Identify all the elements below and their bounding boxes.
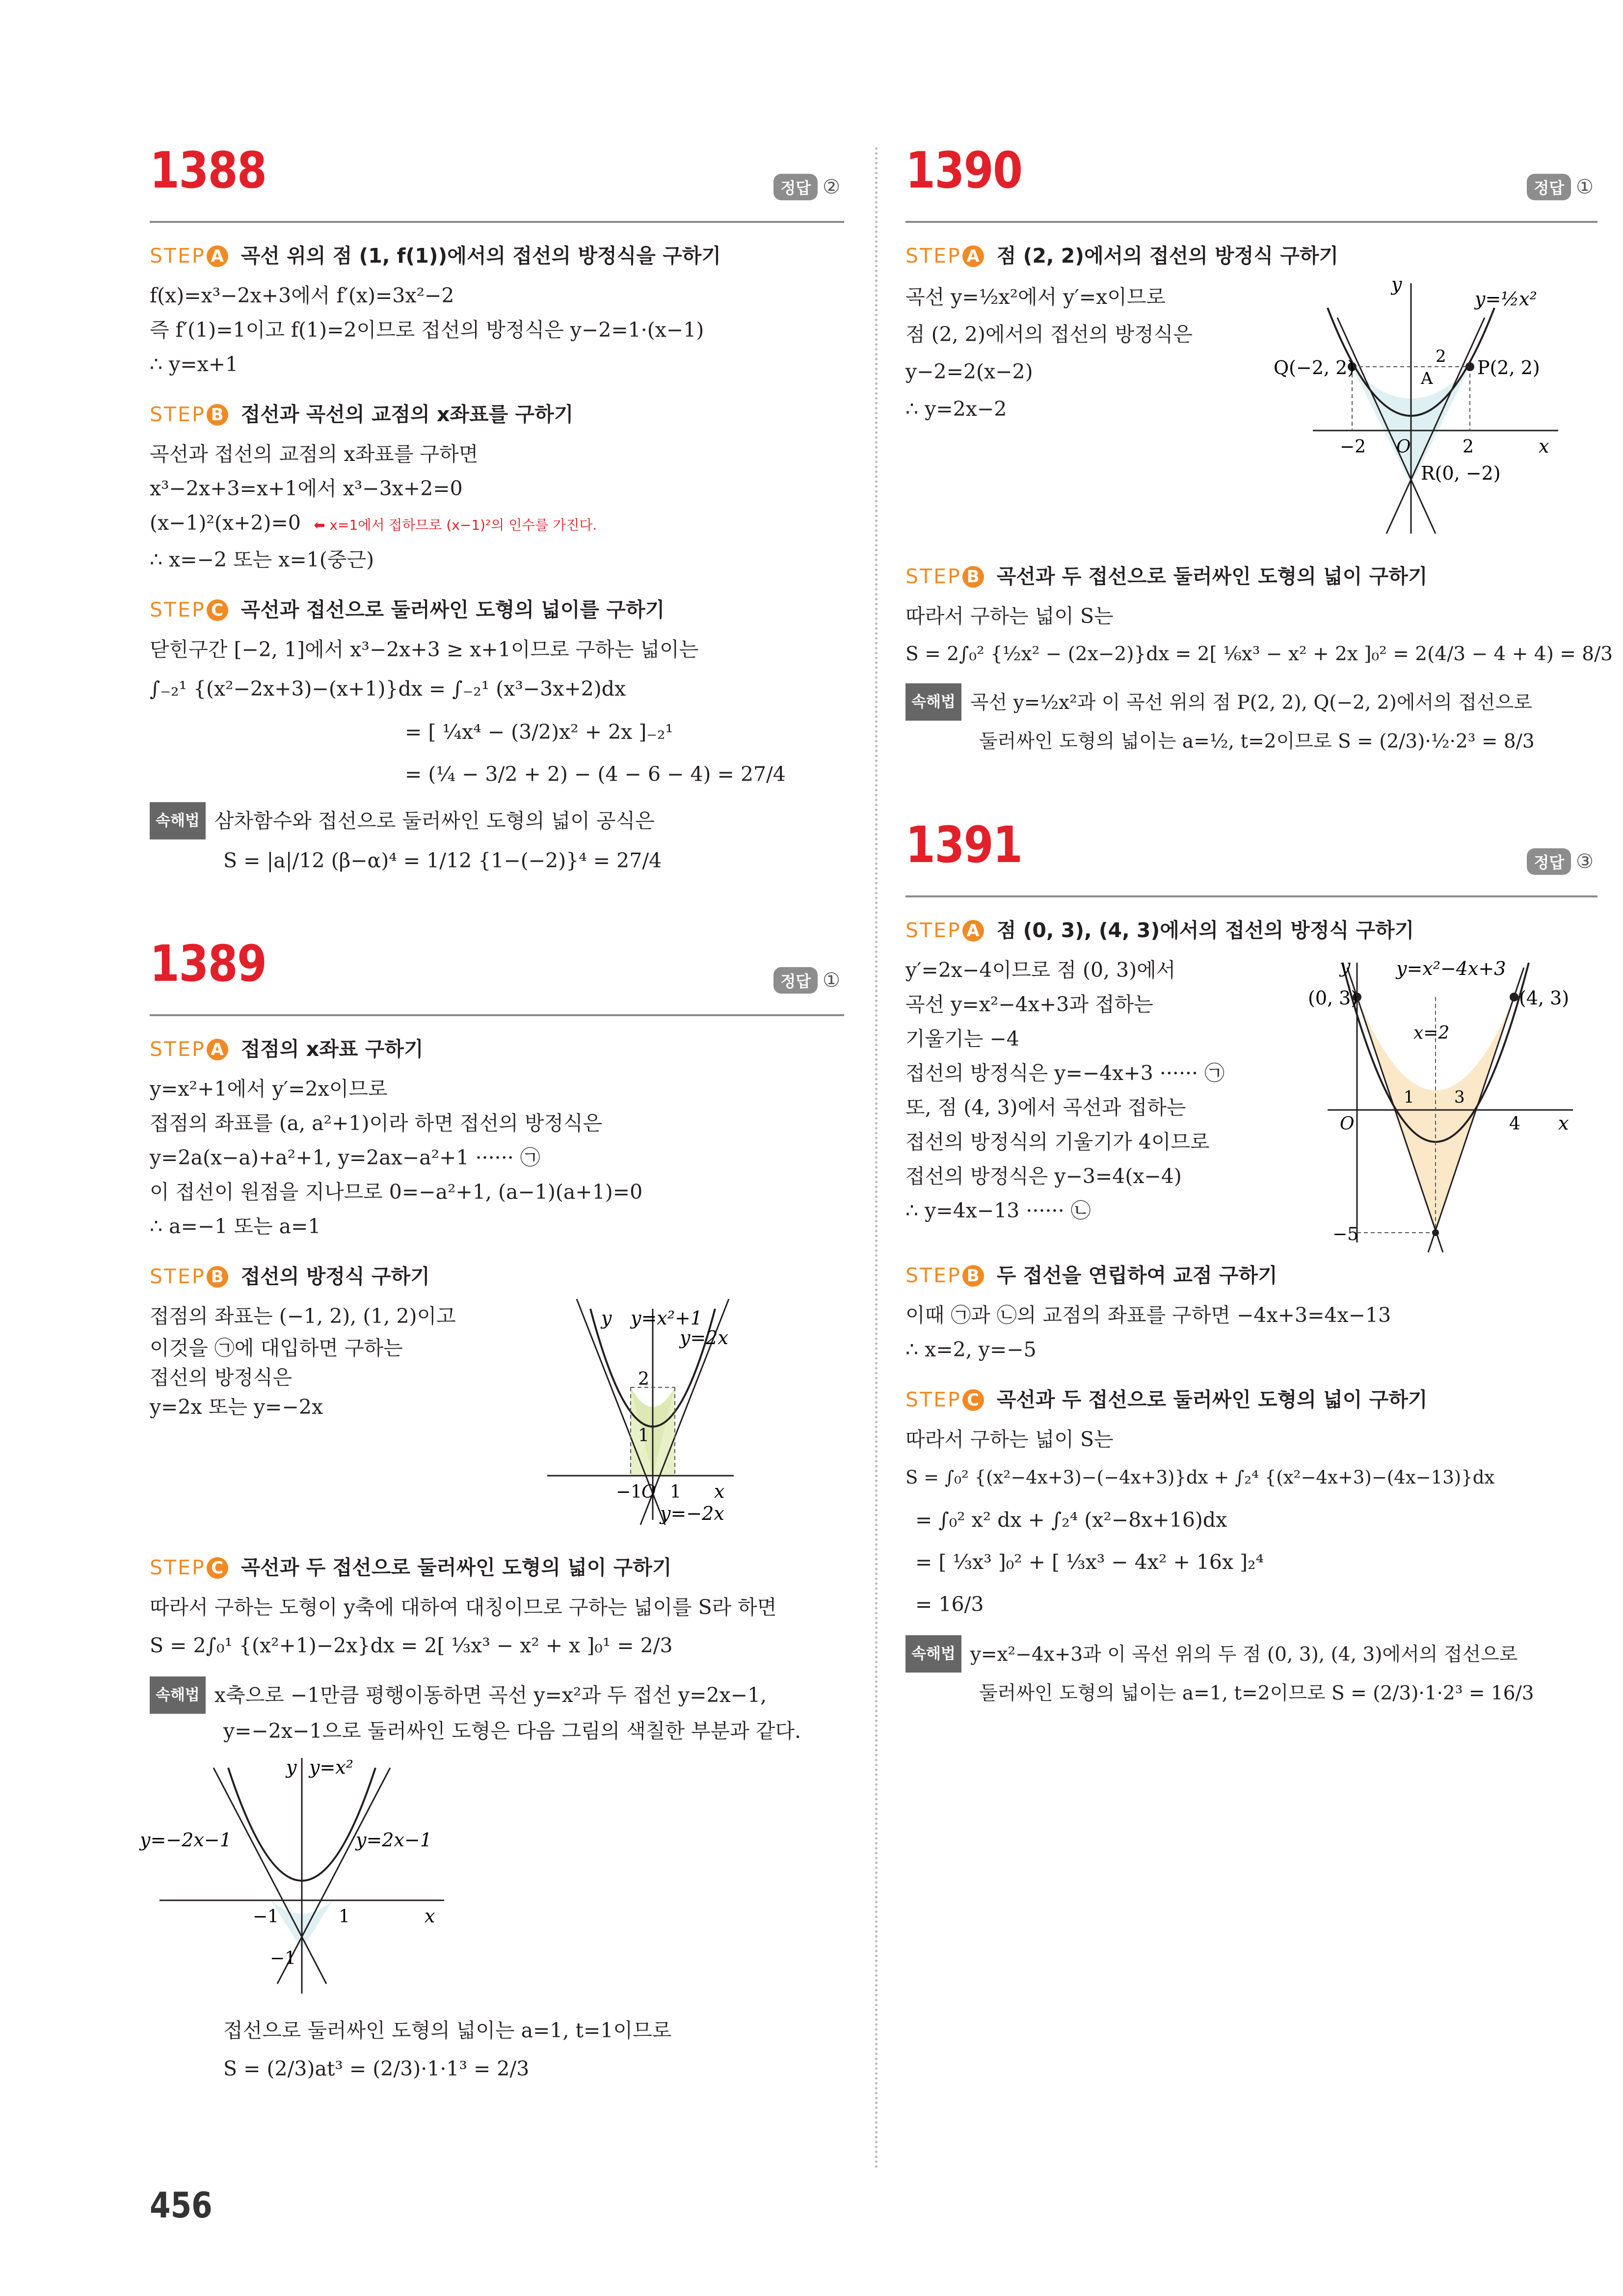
tick-label: 4	[1509, 1114, 1520, 1134]
answer-badge	[1527, 848, 1594, 875]
point-label: (4, 3)	[1519, 987, 1570, 1009]
step-heading: STEP B 두 접선을 연립하여 교점 구하기	[905, 1264, 1277, 1287]
tick-label: 1	[670, 1482, 681, 1502]
solution-line: 접선의 방정식의 기울기가 4이므로	[905, 1130, 1210, 1154]
problem-header-1391	[905, 816, 1597, 897]
tick-label: 2	[1436, 347, 1446, 366]
shortcut-tag: 속해법	[905, 683, 961, 721]
point-label: Q(−2, 2)	[1274, 357, 1355, 378]
problem-number: 1389	[150, 935, 266, 993]
answer-tag: 정답	[773, 967, 818, 994]
point-4-3	[1510, 993, 1518, 1001]
answer-value: ①	[1576, 176, 1594, 198]
solution-line: ∴ x=2, y=−5	[905, 1338, 1037, 1361]
equation-line: S = ∫₀² {(x²−4x+3)−(−4x+3)}dx + ∫₂⁴ {(x²−4x+3)−(4x−13)}dx	[905, 1467, 1495, 1488]
text-with-figure	[150, 1299, 844, 1535]
solution-line: f(x)=x³−2x+3에서 f′(x)=3x²−2	[150, 284, 454, 307]
step-heading: STEP A 접점의 x좌표 구하기	[150, 1037, 424, 1061]
step-heading: STEP B 곡선과 두 접선으로 둘러싸인 도형의 넓이 구하기	[905, 565, 1428, 588]
axis-label: x	[1539, 435, 1549, 457]
answer-tag: 정답	[773, 174, 818, 200]
margin-note: ⬅ x=1에서 접하므로 (x−1)²의 인수를 가진다.	[314, 517, 597, 533]
step-heading: STEP C 곡선과 두 접선으로 둘러싸인 도형의 넓이 구하기	[150, 1556, 672, 1579]
line-label: x=2	[1413, 1023, 1450, 1043]
solution-line: ∴ y=2x−2	[905, 397, 1007, 421]
solution-line: y=x²+1에서 y′=2x이므로	[150, 1077, 388, 1101]
solution-line: ∴ y=4x−13 ······ ㉡	[905, 1199, 1091, 1222]
answer-badge	[773, 967, 840, 994]
equation-line: S = 2∫₀¹ {(x²+1)−2x}dx = 2[ ⅓x³ − x² + x ]₀¹ = 2/3	[150, 1634, 673, 1657]
text-with-figure	[905, 953, 1597, 1243]
problem-number: 1391	[905, 816, 1022, 874]
text-with-figure	[905, 273, 1597, 543]
shortcut-tag: 속해법	[150, 1676, 206, 1714]
solution-line: ∴ a=−1 또는 a=1	[150, 1215, 321, 1238]
point-label: A	[1421, 369, 1433, 388]
solution-line: 이것을 ㉠에 대입하면 구하는	[150, 1336, 403, 1360]
tick-label: 1	[1404, 1087, 1414, 1107]
solution-line: 접점의 좌표를 (a, a²+1)이라 하면 접선의 방정식은	[150, 1111, 603, 1135]
tick-label: −1	[616, 1482, 642, 1502]
equation-line: = [ ¼x⁴ − (3/2)x² + 2x ]₋₂¹	[405, 720, 673, 744]
equation-line: S = |a|/12 (β−α)⁴ = 1/12 {1−(−2)}⁴ = 27/4	[223, 849, 662, 872]
problem-header-1390	[905, 141, 1597, 223]
axis-label: y	[1391, 273, 1402, 295]
shortcut-line: 속해법 곡선 y=½x²과 이 곡선 위의 점 P(2, 2), Q(−2, 2)에서의 접선으로	[905, 683, 1597, 721]
right-column	[905, 141, 1613, 1715]
solution-line: 둘러싸인 도형의 넓이는 a=½, t=2이므로 S = (2/3)·½·2³ = 8/3	[979, 730, 1535, 753]
solution-line: 즉 f′(1)=1이고 f(1)=2이므로 접선의 방정식은 y−2=1·(x−1)	[150, 318, 704, 342]
solution-line: 접점의 좌표는 (−1, 2), (1, 2)이고	[150, 1304, 456, 1328]
origin-label: O	[1340, 1114, 1355, 1134]
solution-line: 따라서 구하는 넓이 S는	[905, 1428, 1114, 1451]
graph-parabola-1390	[1274, 269, 1597, 543]
axis-label: x	[425, 1905, 435, 1927]
solution-line: y−2=2(x−2)	[905, 360, 1033, 383]
curve-label: y=½x²	[1475, 288, 1537, 310]
problem-number: 1390	[905, 141, 1022, 200]
page-number: 456	[150, 2185, 213, 2226]
solution-line: 닫힌구간 [−2, 1]에서 x³−2x+3 ≥ x+1이므로 구하는 넓이는	[150, 638, 699, 661]
answer-value: ①	[823, 969, 840, 992]
solution-line: y′=2x−4이므로 점 (0, 3)에서	[905, 958, 1176, 982]
point-label: R(0, −2)	[1421, 462, 1501, 484]
tick-label: 3	[1454, 1087, 1465, 1107]
solution-line: 곡선 y=½x²에서 y′=x이므로	[905, 285, 1166, 309]
tick-label: 2	[1463, 437, 1474, 457]
tangent-label: y=2x	[680, 1327, 728, 1349]
curve-label: y=x²+1	[631, 1307, 702, 1329]
shortcut-tag: 속해법	[905, 1635, 961, 1673]
axis-label: x	[714, 1481, 725, 1502]
solution-line: 접선의 방정식은 y=−4x+3 ······ ㉠	[905, 1061, 1225, 1085]
equation-line: = [ ⅓x³ ]₀² + [ ⅓x³ − 4x² + 16x ]₂⁴	[915, 1550, 1264, 1574]
tangent-label: y=2x−1	[356, 1829, 432, 1851]
solution-line: 기울기는 −4	[905, 1027, 1019, 1051]
solution-line: 이때 ㉠과 ㉡의 교점의 좌표를 구하면 −4x+3=4x−13	[905, 1303, 1391, 1327]
solution-line: y=2x 또는 y=−2x	[150, 1395, 323, 1419]
solution-line: x³−2x+3=x+1에서 x³−3x+2=0	[150, 477, 463, 500]
tick-label: −1	[253, 1907, 279, 1927]
graph-parabola-tangents-1389	[537, 1289, 832, 1535]
solution-line: 접선의 방정식은 y−3=4(x−4)	[905, 1164, 1182, 1188]
equation-line: S = (2/3)at³ = (2/3)·1·1³ = 2/3	[223, 2057, 530, 2080]
answer-value: ②	[823, 176, 840, 198]
tick-label: 1	[638, 1426, 649, 1446]
origin-label: O	[1396, 437, 1411, 457]
solution-line: y=2a(x−a)+a²+1, y=2ax−a²+1 ······ ㉠	[150, 1146, 540, 1169]
axis-label: x	[1558, 1112, 1569, 1134]
point-label: (0, 3)	[1308, 987, 1358, 1009]
tick-label: 1	[339, 1907, 350, 1927]
problem-number: 1388	[150, 141, 266, 200]
answer-tag: 정답	[1527, 174, 1571, 200]
solution-line: 곡선 y=x²−4x+3과 접하는	[905, 993, 1153, 1016]
step-heading: STEP A 곡선 위의 점 (1, f(1))에서의 접선의 방정식을 구하기	[150, 244, 721, 268]
tangent-label: y=−2x	[660, 1503, 724, 1524]
problem-header-1389	[150, 935, 844, 1016]
tick-label: −1	[270, 1948, 296, 1969]
point-p	[1465, 362, 1474, 371]
tick-label: 2	[638, 1369, 649, 1389]
step-heading: STEP C 곡선과 두 접선으로 둘러싸인 도형의 넓이 구하기	[905, 1388, 1428, 1411]
shortcut-line: 속해법 x축으로 −1만큼 평행이동하면 곡선 y=x²과 두 접선 y=2x−1,	[150, 1676, 844, 1714]
solution-line: 접선의 방정식은	[150, 1366, 293, 1389]
axis-label: y	[1340, 955, 1351, 977]
point-2-m5	[1432, 1229, 1439, 1236]
shortcut-line: 속해법 삼차함수와 접선으로 둘러싸인 도형의 넓이 공식은	[150, 802, 844, 839]
column-divider	[875, 147, 878, 2170]
point-label: P(2, 2)	[1477, 357, 1540, 378]
solution-line: 따라서 구하는 넓이 S는	[905, 604, 1114, 628]
figure-container	[140, 1748, 844, 2013]
graph-shifted-parabola-1389	[140, 1748, 493, 2013]
solution-line: (x−1)²(x+2)=0 ⬅ x=1에서 접하므로 (x−1)²의 인수를 가진다.	[150, 511, 597, 535]
solution-line: 따라서 구하는 도형이 y축에 대하여 대칭이므로 구하는 넓이를 S라 하면	[150, 1595, 777, 1619]
equation-line: = (¼ − 3/2 + 2) − (4 − 6 − 4) = 27/4	[405, 762, 786, 786]
equation-line: = 16/3	[915, 1593, 984, 1616]
shortcut-tag: 속해법	[150, 802, 206, 839]
solution-line: 둘러싸인 도형의 넓이는 a=1, t=2이므로 S = (2/3)·1·2³ = 16/3	[979, 1682, 1534, 1704]
tick-label: −5	[1332, 1224, 1359, 1244]
equation-line: S = 2∫₀² {½x² − (2x−2)}dx = 2[ ⅙x³ − x² + 2x ]₀² = 2(4/3 − 4 + 4) = 8/3	[905, 643, 1613, 665]
step-heading: STEP A 점 (0, 3), (4, 3)에서의 접선의 방정식 구하기	[905, 918, 1414, 942]
answer-value: ③	[1576, 850, 1594, 873]
solution-line: y=−2x−1으로 둘러싸인 도형은 다음 그림의 색칠한 부분과 같다.	[223, 1719, 801, 1743]
solution-line: 이 접선이 원점을 지나므로 0=−a²+1, (a−1)(a+1)=0	[150, 1180, 643, 1204]
axis-label: y	[286, 1756, 297, 1778]
step-heading: STEP B 접선의 방정식 구하기	[150, 1265, 430, 1288]
solution-line: 또, 점 (4, 3)에서 곡선과 접하는	[905, 1096, 1186, 1119]
answer-badge	[773, 174, 840, 200]
step-heading: STEP A 점 (2, 2)에서의 접선의 방정식 구하기	[905, 244, 1339, 268]
problem-header-1388	[150, 141, 844, 223]
answer-badge	[1527, 174, 1594, 200]
equation-line: = ∫₀² x² dx + ∫₂⁴ (x²−8x+16)dx	[915, 1508, 1227, 1532]
step-heading: STEP C 곡선과 접선으로 둘러싸인 도형의 넓이를 구하기	[150, 598, 665, 621]
curve-label: y=x²	[309, 1756, 353, 1778]
graph-parabola-1391	[1298, 953, 1597, 1247]
origin-label: O	[641, 1482, 656, 1502]
tick-label: −2	[1340, 437, 1366, 457]
left-column	[140, 141, 844, 2090]
step-heading: STEP B 접선과 곡선의 교점의 x좌표를 구하기	[150, 403, 574, 426]
axis-label: y	[601, 1307, 612, 1329]
solution-line: ∴ y=x+1	[150, 352, 239, 376]
curve-label: y=x²−4x+3	[1396, 958, 1506, 979]
shortcut-line: 속해법 y=x²−4x+3과 이 곡선 위의 두 점 (0, 3), (4, 3)에서의 접선으로	[905, 1635, 1597, 1673]
tangent-label: y=−2x−1	[140, 1829, 232, 1851]
answer-tag: 정답	[1527, 848, 1571, 875]
solution-line: 접선으로 둘러싸인 도형의 넓이는 a=1, t=1이므로	[223, 2019, 672, 2042]
solution-line: ∴ x=−2 또는 x=1(중근)	[150, 548, 374, 571]
equation-line: ∫₋₂¹ {(x²−2x+3)−(x+1)}dx = ∫₋₂¹ (x³−3x+2)dx	[150, 677, 626, 701]
solution-line: 곡선과 접선의 교점의 x좌표를 구하면	[150, 442, 479, 466]
solution-line: 점 (2, 2)에서의 접선의 방정식은	[905, 323, 1193, 346]
